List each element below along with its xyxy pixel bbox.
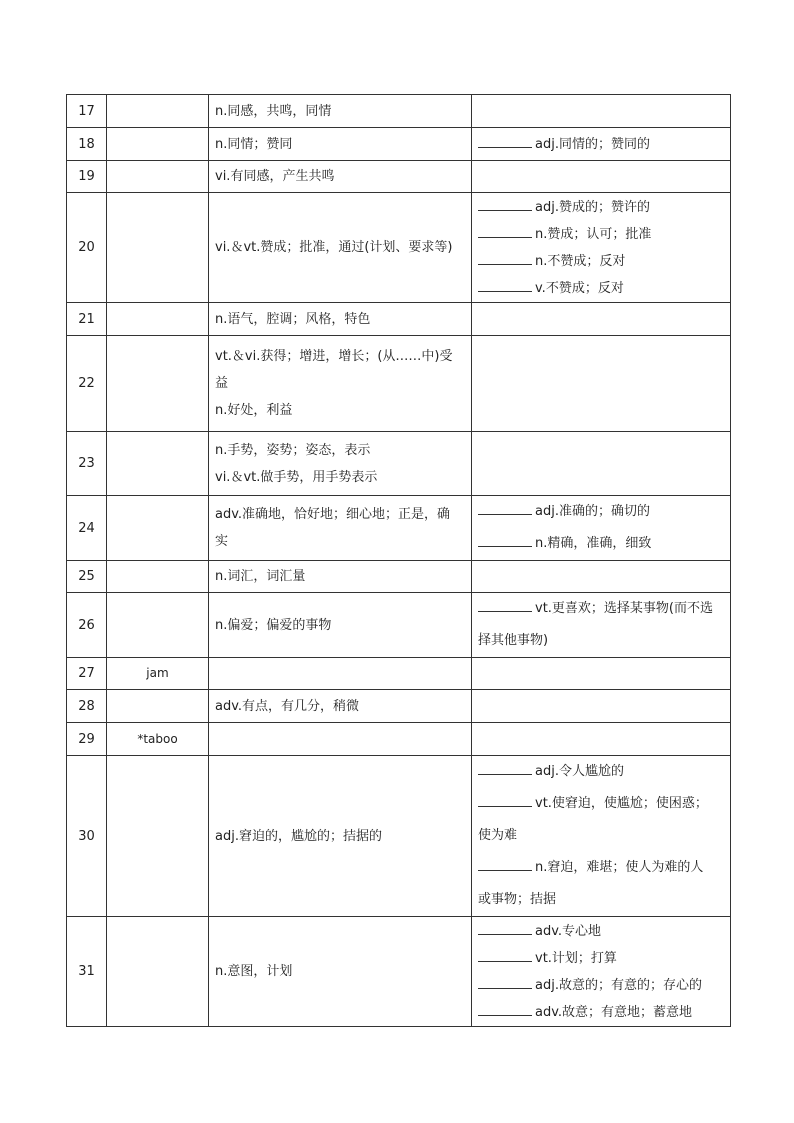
derived-forms-cell [472,561,731,593]
table-row [67,128,731,161]
word-cell [107,496,209,561]
meaning-cell [209,917,472,1027]
word-cell [107,432,209,496]
meaning-line: n.同情；赞同 [215,136,293,152]
word-cell [107,161,209,193]
word-cell [107,336,209,432]
table-row [67,193,731,303]
fill-in-blank[interactable] [478,135,532,148]
vocabulary-table-body [67,95,731,1027]
table-row [67,432,731,496]
row-number: 17 [67,95,107,128]
derived-form-text: vt.使窘迫，使尴尬；使困惑； [535,796,708,811]
derived-forms-cell [472,723,731,756]
derived-form-line [478,918,724,945]
derived-form-text: adv.专心地 [535,923,602,939]
derived-forms-cell [472,917,731,1027]
meaning-cell [209,95,472,128]
meaning-cell [209,496,472,561]
row-number: 28 [67,690,107,723]
meaning-line: n.偏爱；偏爱的事物 [215,617,332,633]
word-cell [107,303,209,336]
derived-forms-cell [472,432,731,496]
meaning-line: vi.＆vt.做手势，用手势表示 [215,469,378,485]
row-number: 25 [67,561,107,593]
fill-in-blank[interactable] [478,599,532,612]
meaning-line: n.同感，共鸣，同情 [215,103,332,119]
derived-form-line [478,884,724,916]
derived-forms-cell [472,193,731,303]
derived-form-text: v.不赞成；反对 [535,280,624,296]
meaning-line: vi.＆vt.赞成；批准，通过(计划、要求等) [215,240,453,255]
derived-form-line [478,972,724,999]
derived-forms-cell [472,128,731,161]
fill-in-blank[interactable] [478,794,532,807]
derived-forms-cell [472,496,731,561]
fill-in-blank[interactable] [478,198,532,211]
word-cell [107,193,209,303]
derived-form-line [478,999,724,1026]
derived-form-text: vt.计划；打算 [535,950,617,966]
row-number: 24 [67,496,107,561]
meaning-line: n.好处，利益 [215,403,293,418]
word-cell [107,917,209,1027]
derived-form-text: n.赞成；认可；批准 [535,226,652,242]
derived-form-line [478,275,724,302]
derived-form-text: adj.准确的；确切的 [535,504,650,519]
derived-form-text: adj.同情的；赞同的 [535,136,650,152]
derived-form-line [478,221,724,248]
table-row [67,496,731,561]
row-number: 23 [67,432,107,496]
derived-form-line [478,194,724,221]
meaning-cell [209,756,472,917]
fill-in-blank[interactable] [478,922,532,935]
row-number: 29 [67,723,107,756]
meaning-cell [209,593,472,658]
derived-forms-cell [472,336,731,432]
derived-form-line [478,248,724,275]
meaning-cell [209,303,472,336]
fill-in-blank[interactable] [478,279,532,292]
meaning-line: n.语气，腔调；风格，特色 [215,311,371,327]
derived-form-line [478,852,724,884]
derived-form-line [478,625,724,657]
derived-form-text: adj.令人尴尬的 [535,764,624,779]
meaning-cell [209,432,472,496]
derived-forms-cell [472,658,731,690]
table-row [67,593,731,658]
word-cell [107,561,209,593]
meaning-cell [209,193,472,303]
fill-in-blank[interactable] [478,858,532,871]
derived-form-text: adj.赞成的；赞许的 [535,199,650,215]
vocabulary-table [66,94,731,1027]
meaning-cell [209,336,472,432]
meaning-cell [209,561,472,593]
table-row [67,917,731,1027]
table-row [67,723,731,756]
word-cell [107,756,209,917]
fill-in-blank[interactable] [478,976,532,989]
derived-form-line [478,131,724,158]
meaning-line: vi.有同感，产生共鸣 [215,169,335,184]
meaning-line: n.手势，姿势；姿态，表示 [215,442,371,458]
table-row [67,303,731,336]
fill-in-blank[interactable] [478,225,532,238]
word-cell [107,95,209,128]
meaning-cell [209,658,472,690]
table-row [67,690,731,723]
derived-form-line [478,528,724,560]
row-number: 19 [67,161,107,193]
row-number: 18 [67,128,107,161]
meaning-line: n.意图，计划 [215,964,293,979]
derived-form-line [478,788,724,820]
word-cell: *taboo [107,723,209,756]
table-row [67,336,731,432]
derived-form-line [478,945,724,972]
fill-in-blank[interactable] [478,502,532,515]
row-number: 21 [67,303,107,336]
derived-form-text: n.窘迫，难堪；使人为难的人 [535,860,704,875]
derived-form-text: adv.故意；有意地；蓄意地 [535,1004,693,1020]
meaning-line: vt.＆vi.获得；增进，增长；(从……中)受 [215,349,453,364]
word-cell [107,593,209,658]
row-number: 27 [67,658,107,690]
row-number: 26 [67,593,107,658]
word-cell [107,128,209,161]
derived-form-text: vt.更喜欢；选择某事物(而不选 [535,601,713,616]
fill-in-blank[interactable] [478,762,532,775]
derived-form-line [478,496,724,528]
row-number: 31 [67,917,107,1027]
meaning-line: n.词汇，词汇量 [215,569,306,584]
derived-forms-cell [472,756,731,917]
table-row [67,161,731,193]
table-row [67,756,731,917]
meaning-cell [209,690,472,723]
derived-form-text: n.精确，准确，细致 [535,536,652,551]
fill-in-blank[interactable] [478,534,532,547]
derived-forms-cell [472,95,731,128]
derived-form-line [478,593,724,625]
derived-form-line [478,756,724,788]
table-row [67,95,731,128]
derived-form-text: 择其他事物) [478,633,549,648]
row-number: 20 [67,193,107,303]
fill-in-blank[interactable] [478,949,532,962]
row-number: 30 [67,756,107,917]
derived-forms-cell [472,303,731,336]
meaning-line: adv.有点，有几分，稍微 [215,698,360,714]
word-cell [107,690,209,723]
derived-form-text: n.不赞成；反对 [535,253,626,269]
meaning-line: 实 [215,534,229,549]
row-number: 22 [67,336,107,432]
derived-forms-cell [472,161,731,193]
meaning-cell [209,161,472,193]
derived-form-text: 或事物；拮据 [478,892,557,907]
derived-forms-cell [472,690,731,723]
meaning-line: 益 [215,376,229,391]
meaning-line: adj.窘迫的，尴尬的；拮据的 [215,828,382,844]
word-cell: jam [107,658,209,690]
meaning-cell [209,128,472,161]
derived-form-line [478,820,724,852]
derived-forms-cell [472,593,731,658]
derived-form-text: adj.故意的；有意的；存心的 [535,977,702,993]
meaning-cell [209,723,472,756]
fill-in-blank[interactable] [478,1003,532,1016]
derived-form-text: 使为难 [478,828,518,843]
meaning-line: adv.准确地，恰好地；细心地；正是，确 [215,507,451,522]
table-row [67,658,731,690]
table-row [67,561,731,593]
fill-in-blank[interactable] [478,252,532,265]
